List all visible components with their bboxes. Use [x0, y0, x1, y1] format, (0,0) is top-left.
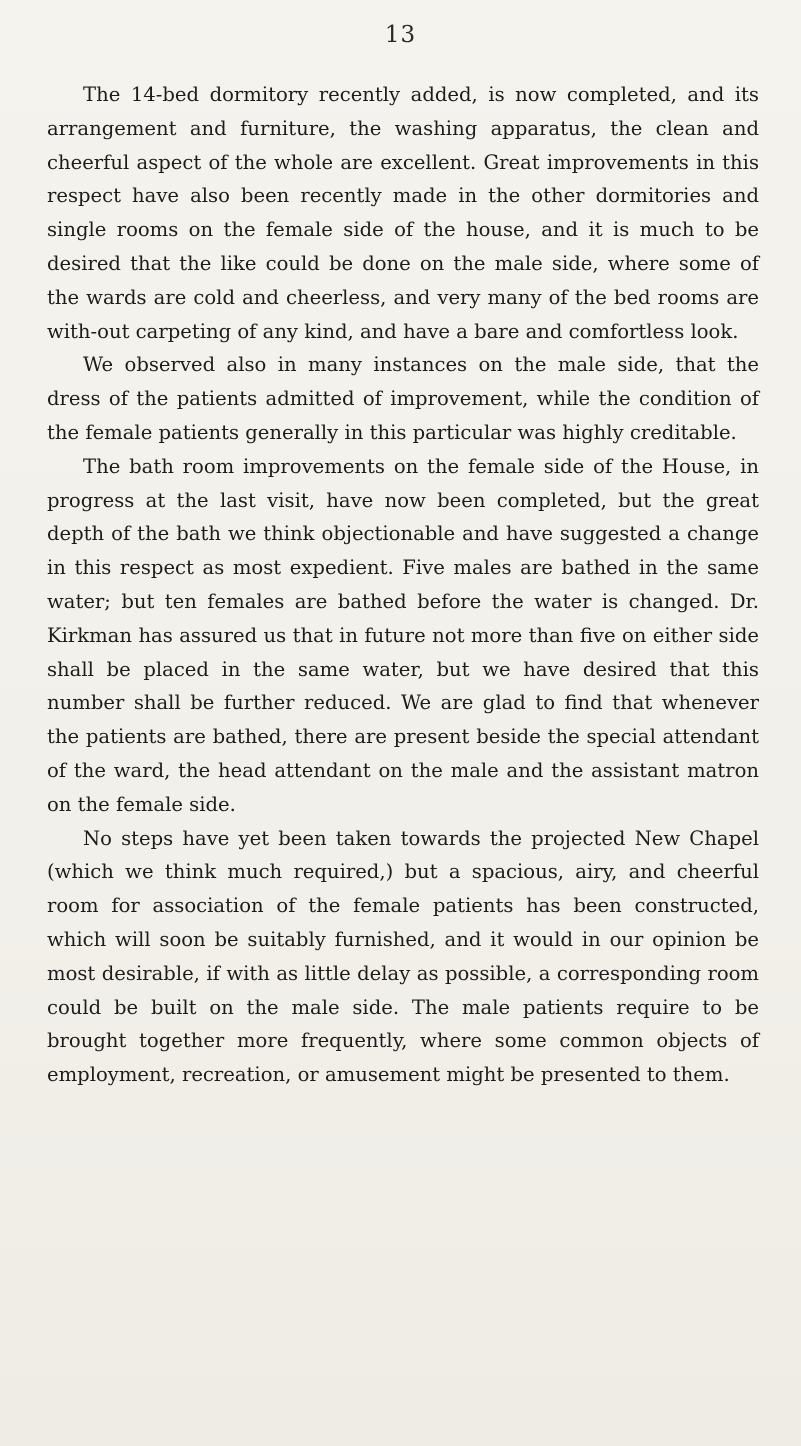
body-text — [47, 78, 759, 1092]
paragraph-bath-room: The bath room improvements on the female side of the House, in progress at the last visit, have now been completed, but the great depth of the bath we think objectionable and have suggested a change in this respect as most expedient. Five males are bathed in the same water; but ten females are bathed before the water is changed. Dr. Kirkman has assured us that in future not more than five on either side shall be placed in the same water, but we have desired that this number shall be further reduced. We are glad to find that whenever the patients are bathed, there are present beside the special attendant of the ward, the head attendant on the male and the assistant matron on the female side. — [47, 454, 759, 816]
paragraph-dress: We observed also in many instances on the male side, that the dress of the patients admitted of improvement, while the condition of the female patients generally in this particular was highly creditable. — [47, 353, 759, 444]
paragraph-dormitory: The 14-bed dormitory recently added, is now completed, and its arrangement and furniture, the washing apparatus, the clean and cheerful aspect of the whole are excellent. Great improvements in this respect have also been recently made in the other dormitories and single rooms on the female side of the house, and it is much to be desired that the like could be done on the male side, where some of the wards are cold and cheerless, and very many of the bed rooms are with-out carpeting of any kind, and have a bare and comfortless look. — [47, 83, 759, 343]
paragraph-chapel: No steps have yet been taken towards the projected New Chapel (which we think much required,) but a spacious, airy, and cheerful room for association of the female patients has been constructed, which will soon be suitably furnished, and it would in our opinion be most desirable, if with as little delay as possible, a corresponding room could be built on the male side. The male patients require to be brought together more frequently, where some common objects of employment, recreation, or amusement might be presented to them. — [47, 826, 759, 1087]
page-number: 13 — [384, 22, 417, 48]
